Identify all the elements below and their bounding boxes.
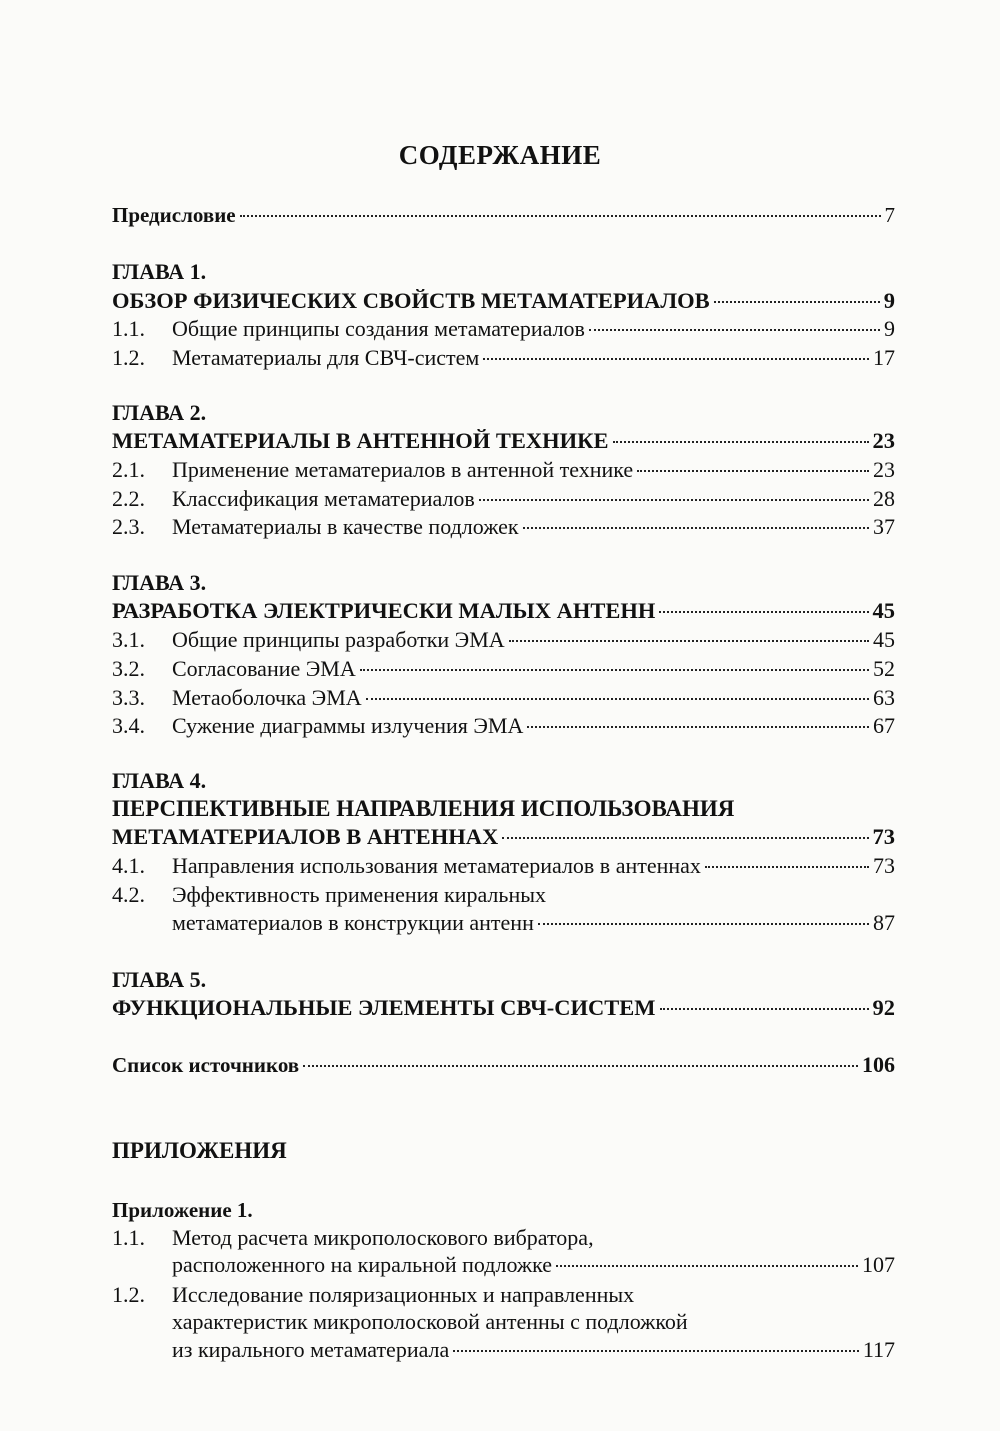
- toc-page-number: 92: [872, 995, 895, 1020]
- toc-page-number: 67: [873, 713, 895, 738]
- section-title: Метаматериалы в качестве подложек: [172, 514, 519, 539]
- section-number: 1.2.: [112, 1282, 145, 1307]
- section-number: 1.1.: [112, 316, 145, 341]
- toc-entry-section-start[interactable]: [112, 881, 546, 909]
- toc-entry-chapter-4[interactable]: [112, 823, 895, 851]
- chapter-label: ГЛАВА 4.: [112, 768, 207, 793]
- section-number: 4.2.: [112, 882, 145, 907]
- dot-leader: [453, 1350, 859, 1352]
- dot-leader: [479, 499, 869, 501]
- section-title-line: Исследование поляризационных и направленных: [172, 1282, 635, 1307]
- section-number: 4.1.: [112, 853, 145, 878]
- toc-entry-appendix-item-start[interactable]: [112, 1224, 594, 1252]
- dot-leader: [509, 640, 869, 642]
- dot-leader: [502, 837, 868, 839]
- toc-page-number: 9: [884, 316, 895, 341]
- toc-entry-section[interactable]: [112, 315, 895, 343]
- toc-entry-appendix-item-start[interactable]: [112, 1281, 634, 1309]
- dot-leader: [303, 1065, 858, 1067]
- section-number: 1.1.: [112, 1225, 145, 1250]
- dot-leader: [660, 1008, 869, 1010]
- toc-page-number: 107: [862, 1252, 895, 1277]
- toc-page-number: 23: [873, 457, 895, 482]
- toc-entry-section[interactable]: [112, 712, 895, 740]
- toc-entry-chapter-1[interactable]: [112, 287, 895, 315]
- toc-entry-references[interactable]: [112, 1051, 895, 1079]
- chapter-title: ОБЗОР ФИЗИЧЕСКИХ СВОЙСТВ МЕТАМАТЕРИАЛОВ: [112, 288, 710, 313]
- toc-page-number: 63: [873, 685, 895, 710]
- toc-entry-chapter-2[interactable]: [112, 427, 895, 455]
- toc-page-number: 7: [884, 203, 895, 227]
- toc-entry-section-cont[interactable]: [172, 909, 895, 937]
- toc-page-number: 87: [873, 910, 895, 935]
- toc-page-number: 73: [872, 824, 895, 849]
- toc-page-number: 23: [872, 428, 895, 453]
- chapter-label: ГЛАВА 2.: [112, 400, 207, 425]
- dot-leader: [240, 215, 881, 217]
- dot-leader: [366, 698, 869, 700]
- toc-entry-chapter-5[interactable]: [112, 994, 895, 1022]
- section-title-line: из кирального метаматериала: [172, 1337, 450, 1362]
- dot-leader: [538, 923, 869, 925]
- toc-page-number: 37: [873, 514, 895, 539]
- toc-entry-section[interactable]: [112, 513, 895, 541]
- chapter-label: ГЛАВА 5.: [112, 967, 207, 992]
- dot-leader: [360, 669, 869, 671]
- toc-entry-section[interactable]: [112, 684, 895, 712]
- toc-entry-section[interactable]: [112, 852, 895, 880]
- toc-entry-chapter-3[interactable]: [112, 597, 895, 625]
- toc-page-number: 17: [873, 345, 895, 370]
- dot-leader: [483, 358, 869, 360]
- toc-entry-appendix-item-cont[interactable]: [172, 1336, 895, 1364]
- dot-leader: [589, 329, 880, 331]
- toc-page-number: 73: [873, 853, 895, 878]
- toc-page-number: 45: [873, 627, 895, 652]
- toc-page-number: 106: [862, 1052, 895, 1077]
- section-number: 3.2.: [112, 656, 145, 681]
- section-title: Метаоболочка ЭМА: [172, 685, 362, 710]
- toc-entry-section[interactable]: [112, 456, 895, 484]
- toc-page-number: 117: [862, 1337, 895, 1362]
- dot-leader: [523, 527, 869, 529]
- section-title: Метаматериалы для СВЧ-систем: [172, 345, 480, 370]
- dot-leader: [714, 301, 880, 303]
- section-number: 2.1.: [112, 457, 145, 482]
- toc-page-number: 28: [873, 486, 895, 511]
- page-title: СОДЕРЖАНИЕ: [398, 140, 602, 170]
- section-title-line: характеристик микрополосковой антенны с подложкой: [172, 1309, 688, 1334]
- toc-entry-section[interactable]: [112, 485, 895, 513]
- dot-leader: [527, 726, 869, 728]
- toc-entry-label: Список источников: [112, 1053, 300, 1077]
- toc-entry-section[interactable]: [112, 655, 895, 683]
- section-title-line: Эффективность применения киральных: [172, 882, 546, 907]
- section-title: Общие принципы создания метаматериалов: [172, 316, 585, 341]
- chapter-title-line: ПЕРСПЕКТИВНЫЕ НАПРАВЛЕНИЯ ИСПОЛЬЗОВАНИЯ: [112, 796, 735, 821]
- toc-page-number: 9: [883, 288, 895, 313]
- section-title-line: метаматериалов в конструкции антенн: [172, 910, 534, 935]
- toc-page-number: 52: [873, 656, 895, 681]
- section-title: Общие принципы разработки ЭМА: [172, 627, 505, 652]
- section-number: 3.3.: [112, 685, 145, 710]
- section-title: Согласование ЭМА: [172, 656, 356, 681]
- appendices-heading: ПРИЛОЖЕНИЯ: [112, 1138, 287, 1163]
- dot-leader: [556, 1265, 858, 1267]
- dot-leader: [659, 611, 868, 613]
- toc-entry-section[interactable]: [112, 344, 895, 372]
- toc-page-number: 45: [872, 598, 895, 623]
- chapter-title: РАЗРАБОТКА ЭЛЕКТРИЧЕСКИ МАЛЫХ АНТЕНН: [112, 598, 656, 623]
- section-title: Направления использования метаматериалов в антеннах: [172, 853, 701, 878]
- toc-entry-preface[interactable]: [112, 201, 895, 229]
- appendix-label: Приложение 1.: [112, 1198, 253, 1222]
- dot-leader: [613, 441, 869, 443]
- toc-entry-section[interactable]: [112, 626, 895, 654]
- chapter-label: ГЛАВА 3.: [112, 570, 207, 595]
- dot-leader: [637, 470, 869, 472]
- chapter-label: ГЛАВА 1.: [112, 259, 207, 284]
- section-title-line: Метод расчета микрополоскового вибратора,: [172, 1225, 594, 1250]
- section-number: 3.1.: [112, 627, 145, 652]
- section-number: 2.2.: [112, 486, 145, 511]
- dot-leader: [705, 866, 869, 868]
- section-title: Классификация метаматериалов: [172, 486, 475, 511]
- chapter-title: ФУНКЦИОНАЛЬНЫЕ ЭЛЕМЕНТЫ СВЧ-СИСТЕМ: [112, 995, 656, 1020]
- section-number: 1.2.: [112, 345, 145, 370]
- section-number: 2.3.: [112, 514, 145, 539]
- section-number: 3.4.: [112, 713, 145, 738]
- chapter-title: МЕТАМАТЕРИАЛЫ В АНТЕННОЙ ТЕХНИКЕ: [112, 428, 609, 453]
- toc-entry-label: Предисловие: [112, 203, 236, 227]
- section-title-line: расположенного на киральной подложке: [172, 1252, 553, 1277]
- section-title: Применение метаматериалов в антенной технике: [172, 457, 634, 482]
- chapter-title: МЕТАМАТЕРИАЛОВ В АНТЕННАХ: [112, 824, 499, 849]
- toc-entry-appendix-item-cont[interactable]: [172, 1251, 895, 1279]
- section-title: Сужение диаграммы излучения ЭМА: [172, 713, 524, 738]
